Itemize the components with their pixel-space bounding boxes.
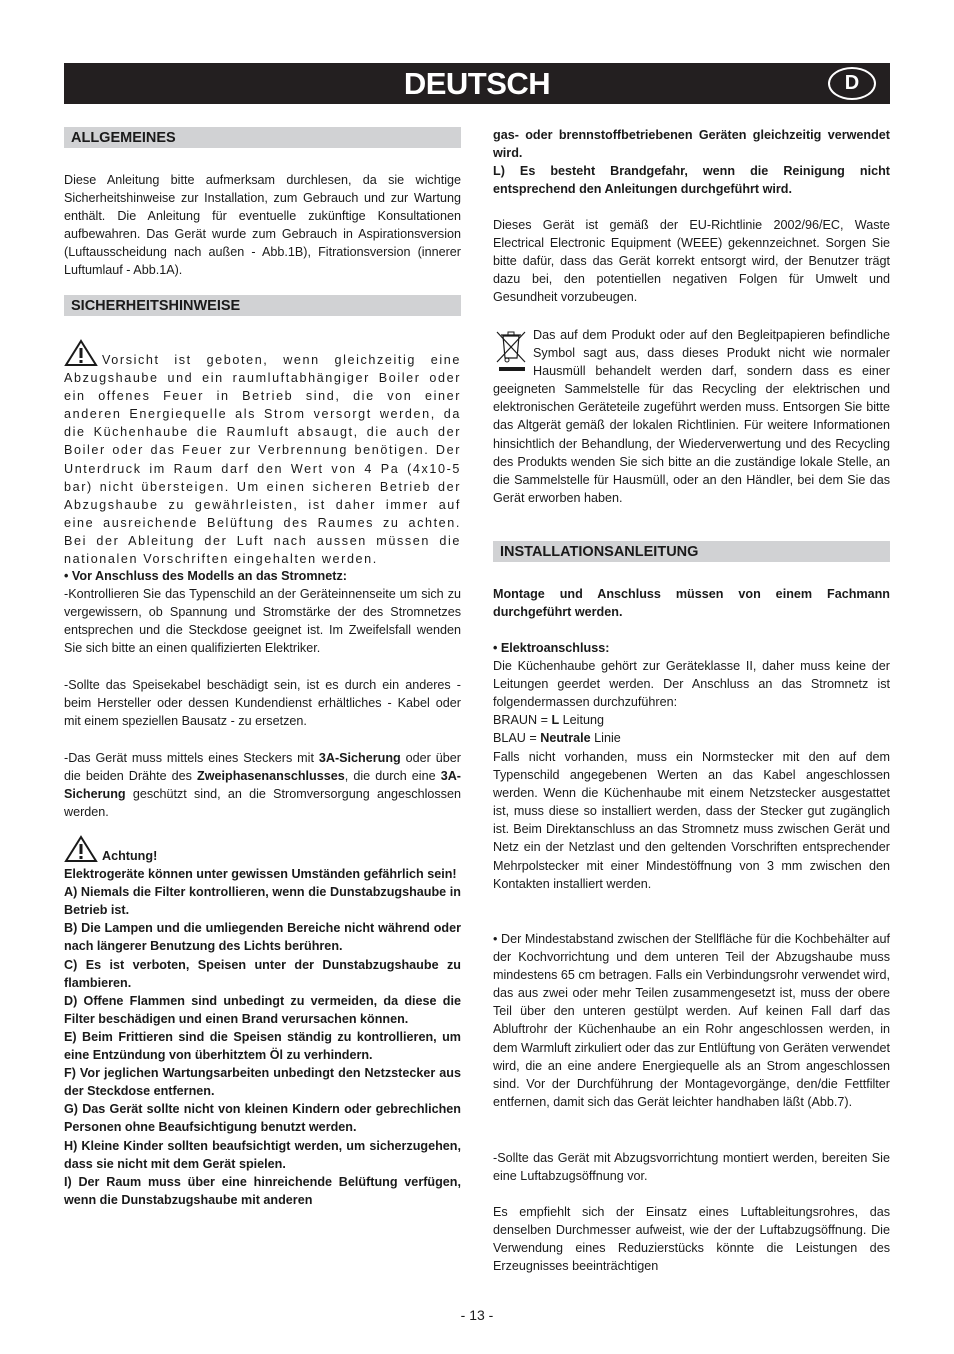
blau-line (493, 729, 890, 747)
vor-anschluss-heading: • Vor Anschluss des Modells an das Stromnetz: (64, 569, 347, 583)
warning-item: gas- oder brennstoffbetriebenen Geräten gleichzeitig verwendet wird. (493, 128, 890, 161)
abzug-text: -Sollte das Gerät mit Abzugsvorrichtung montiert werden, bereiten Sie eine Luftabzugsöffnung vor. (493, 1151, 890, 1184)
kontrollieren-text: -Kontrollieren Sie das Typenschild an der Geräteinnenseite um sich zu vergewissern, ob Spannung und Stromstärke der des Stromnetzes entsprechen und die Steckdose geeignet ist. Im Zweifelsfall wenden Sie sich bitte an einen qualifizierten Elektriker. (64, 587, 461, 656)
symbol-text: Das auf dem Produkt oder auf den Begleitpapieren befindliche Symbol sagt aus, dass dieses Produkt nicht wie normaler Hausmüll behandelt werden darf, sondern dass es einer geeigneten Sammelstelle für das Recycling der elektrischen und elektronischen Geräteteile zugeführt werden muss. Entsorgen Sie bitte das Altgerät gemäß der lokalen Richtlinien. Für weitere Informationen hinsichtlich der Behandlung, der Wiederverwertung und des Recycling des Produkts wenden Sie sich bitte an die zuständige lokale Stelle, an die Sammelstelle für Hausmüll, oder an den Händler, bei dem Sie das Gerät erworben haben. (493, 328, 890, 505)
text-segment-bold: 3A-Sicherung (318, 751, 401, 765)
language-badge: D (828, 67, 876, 100)
text-segment-bold: Zweiphasenanschlusses (197, 769, 345, 784)
warning-item: L) Es besteht Brandgefahr, wenn die Reinigung nicht entsprechend den Anleitungen durchgeführt wird. (493, 164, 890, 197)
stecker-text (64, 749, 461, 821)
empfehlung-text: Es empfiehlt sich der Einsatz eines Luftableitungsrohres, das denselben Durchmesser aufweist, wie der der Luftabzugsöffnung. Die Verwendung eines Reduzierstücks könnte die Leistungen des Erzeugnisses beeinträchtigen (493, 1205, 890, 1274)
section-heading-installationsanleitung: INSTALLATIONSANLEITUNG (493, 541, 890, 562)
warning-item: Elektrogeräte können unter gewissen Umständen gefährlich sein! (64, 867, 457, 882)
warning-item: D) Offene Flammen sind unbedingt zu vermeiden, da diese die Filter beschädigen und einen Brand verursachen können. (64, 993, 461, 1026)
page-number: - 13 - (460, 1307, 494, 1323)
warning-item: I) Der Raum muss über eine hinreichende Belüftung verfügen, wenn die Dunstabzugshaube mit anderen (64, 1174, 461, 1207)
normstecker-text: Falls nicht vorhanden, muss ein Normstecker mit den auf dem Typenschild angegebenen Werten an das Kabel angeschlossen werden. Wenn die Küchenhaube mit einem Netzstecker ausgestattet ist, muss diese so installiert werden, dass der Stecker gut zugänglich ist. Beim Direktanschluss an das Stromnetz muss zwischen Gerät und Netz ein der Netzlast und den geltenden Vorschriften entsprechender Mehrpolstecker mit einer Mindestöffnung von 3 mm zwischen den Kontakten installiert werden. (493, 750, 890, 891)
warning-item: A) Niemals die Filter kontrollieren, wenn die Dunstabzugshaube in Betrieb ist. (64, 885, 461, 918)
warning-item: E) Beim Frittieren sind die Speisen ständig zu kontrollieren, um eine Entzündung von überhitztem Öl zu verhindern. (64, 1029, 461, 1063)
text-segment: -Das Gerät muss mittels eines Steckers mit (64, 751, 319, 765)
warning-item: G) Das Gerät sollte nicht von kleinen Kindern oder gebrechlichen Personen ohne Beaufsichtigung benutzt werden. (64, 1102, 461, 1135)
section-heading-allgemeines: ALLGEMEINES (64, 127, 461, 148)
elektroanschluss-heading: • Elektroanschluss: (493, 641, 610, 655)
text-segment: , die durch eine (344, 769, 441, 784)
text-segment-bold: 3A-Sicherung (64, 769, 461, 802)
warning-item: B) Die Lampen und die umliegenden Bereiche nicht während oder nach längerer Benutzung des Lichts berühren. (64, 921, 461, 954)
warning-triangle-icon (64, 835, 98, 863)
warning-triangle-icon (64, 339, 98, 367)
text-segment: oder über die beiden Drähte des (64, 751, 461, 784)
weee-text: Dieses Gerät ist gemäß der EU-Richtlinie 2002/96/EC, Waste Electrical Electronic Equipment (WEEE) gekennzeichnet. Sorgen Sie bitte dafür, dass das Gerät korrekt entsorgt wird, der Benutzer trägt dazu bei, den potentiellen negativen Folgen für Umwelt und Gesundheit vorzubeugen. (493, 218, 890, 305)
crossed-out-bin-icon (493, 328, 529, 372)
sicherheit-paragraph (64, 339, 461, 568)
warning-item: H) Kleine Kinder sollten beaufsichtigt werden, um sicherzugehen, dass sie nicht mit dem Gerät spielen. (64, 1138, 461, 1171)
text-segment: geschützt sind, an die Stromversorgung angeschlossen werden. (64, 787, 461, 820)
language-banner (64, 63, 890, 104)
speisekabel-text: -Sollte das Speisekabel beschädigt sein, ist es durch ein anderes - beim Hersteller oder dessen Kundendienst erhältliches - Kabel oder mit einem speziellen Bausatz - zu ersetzen. (64, 678, 461, 729)
text-segment-bold: L (551, 713, 560, 727)
text-segment-bold: Neutrale (540, 731, 591, 745)
text-segment: Linie (590, 731, 621, 745)
achtung-label: Achtung! (102, 849, 158, 863)
symbol-paragraph (493, 326, 890, 507)
elektroanschluss-text: Die Küchenhaube gehört zur Geräteklasse II, daher muss keine der Leitungen geerdet werden. Der Anschluss an das Stromnetz ist folgendermassen durchzuführen: (493, 659, 890, 710)
text-segment: Leitung (559, 713, 604, 727)
mindestabstand-text: • Der Mindestabstand zwischen der Stellfläche für die Kochbehälter auf der Kochvorrichtung und dem unteren Teil der Abzugshaube muss mindestens 65 cm betragen. Falls ein Verbindungsrohr verwendet wird, das aus zwei oder mehr Teilen zusammengesetzt ist, muss der obere Teil über den unteren gestülpt werden. Auf keinen Fall darf das Abluftrohr der Küchenhaube an ein Rohr angeschlossen werden, in dem Warmluft zirkuliert oder das zur Entlüftung von Geräten verwendet wird, die an eine andere Energiequelle als an Strom angeschlossen sind. Vor der Durchführung der Montagevorgänge, den/die Fettfilter entfernen, damit sich das Gerät leichter handhaben läßt (Abb.7). (493, 932, 890, 1109)
section-heading-sicherheitshinweise: SICHERHEITSHINWEISE (64, 295, 461, 316)
braun-line (493, 711, 890, 729)
warning-item: F) Vor jeglichen Wartungsarbeiten unbedingt den Netzstecker aus der Steckdose entfernen. (64, 1066, 461, 1099)
allgemeines-text: Diese Anleitung bitte aufmerksam durchlesen, da sie wichtige Sicherheitshinweise zur Installation, zum Gebrauch und zur Wartung enthält. Die Anleitung für eventuelle zukünftige Konsultationen aufbewahren. Das Gerät wurde zum Gebrauch in Aspirationsversion (Luftausscheidung nach außen - Abb.1B), Fitrationsversion (innerer Luftumlauf - Abb.1A). (64, 173, 461, 278)
achtung-line (64, 835, 461, 865)
sicherheit-text: Vorsicht ist geboten, wenn gleichzeitig eine Abzugshaube und ein raumluftabhängiger Boiler oder ein offenes Feuer in Betrieb sind, die von einer anderen Energiequelle als Strom versorgt werden, da die Küchenhaube die Raumluft absaugt, die auch der Boiler oder das Feuer zur Verbrennung benötigen. Der Unterdruck im Raum darf den Wert von 4 Pa (4x10-5 bar) nicht übersteigen. Um einen sicheren Betrieb der Abzugshaube zu gewährleisten, ist daher immer auf eine ausreichende Belüftung des Raumes zu achten. Bei der Ableitung der Luft nach aussen müssen die nationalen Vorschriften eingehalten werden. (64, 353, 461, 567)
achtung-block (64, 835, 461, 1209)
warning-continuation (493, 126, 890, 198)
warning-item: C) Es ist verboten, Speisen unter der Dunstabzugshaube zu flambieren. (64, 957, 461, 990)
text-segment: BRAUN = (493, 713, 552, 727)
montage-text: Montage und Anschluss müssen von einem Fachmann durchgeführt werden. (493, 587, 890, 620)
page-title: DEUTSCH (403, 66, 551, 101)
text-segment: BLAU = (493, 731, 541, 745)
